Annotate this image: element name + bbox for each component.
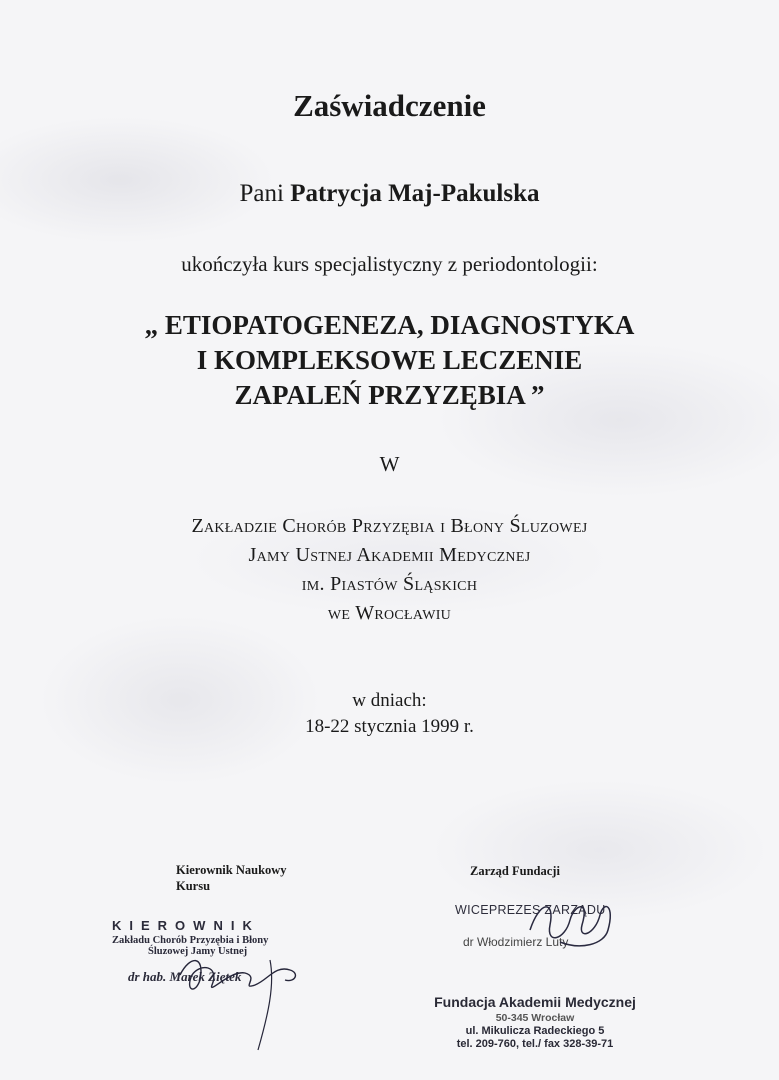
foundation-stamp-line4: tel. 209-760, tel./ fax 328-39-71 <box>456 1038 614 1050</box>
institution-line: Zakładzie Chorób Przyzębia i Błony Śluzowej <box>191 515 588 537</box>
course-title-line: „ ETIOPATOGENEZA, DIAGNOSTYKA <box>144 310 635 340</box>
course-title-line: I KOMPLEKSOWE LECZENIE <box>196 345 583 375</box>
foundation-stamp-line3: ul. Mikulicza Radeckiego 5 <box>465 1025 605 1037</box>
recipient-prefix: Pani <box>239 180 284 207</box>
institution-line: we Wrocławiu <box>327 602 452 624</box>
left-stamp <box>112 918 312 985</box>
left-stamp-line3: Śluzowej Jamy Ustnej <box>148 946 248 957</box>
right-stamp-line1: WICEPREZES ZARZĄDU <box>455 903 606 917</box>
right-stamp <box>455 903 655 949</box>
foundation-stamp-line2: 50-345 Wrocław <box>495 1012 575 1024</box>
institution-line: Jamy Ustnej Akademii Medycznej <box>248 544 531 566</box>
w-line: W <box>379 452 400 476</box>
course-intro: ukończyła kurs specjalistyczny z periodontologii: <box>181 252 598 276</box>
dates: 18-22 stycznia 1999 r. <box>305 716 474 737</box>
left-stamp-line1: KIEROWNIK <box>112 918 260 933</box>
recipient-name: Patrycja Maj-Pakulska <box>290 180 540 207</box>
left-label-line2: Kursu <box>176 879 211 893</box>
left-signature-label <box>176 862 287 894</box>
left-stamp-line2: Zakładu Chorób Przyzębia i Błony <box>112 935 269 946</box>
institution <box>0 512 779 628</box>
course-title-line: ZAPALEŃ PRZYZĘBIA ” <box>234 380 545 410</box>
foundation-stamp-line1: Fundacja Akademii Medycznej <box>434 994 636 1010</box>
right-stamp-line2: dr Włodzimierz Luty <box>463 935 569 949</box>
right-signature-label: Zarząd Fundacji <box>470 864 560 878</box>
course-title <box>0 308 779 413</box>
foundation-stamp <box>410 994 660 1050</box>
left-stamp-line4: dr hab. Marek Ziętek <box>128 969 242 984</box>
institution-line: im. Piastów Śląskich <box>301 573 478 595</box>
certificate-title: Zaświadczenie <box>293 88 486 123</box>
recipient-line <box>0 180 779 208</box>
dates-label: w dniach: <box>352 690 427 711</box>
left-label-line1: Kierownik Naukowy <box>176 863 287 877</box>
